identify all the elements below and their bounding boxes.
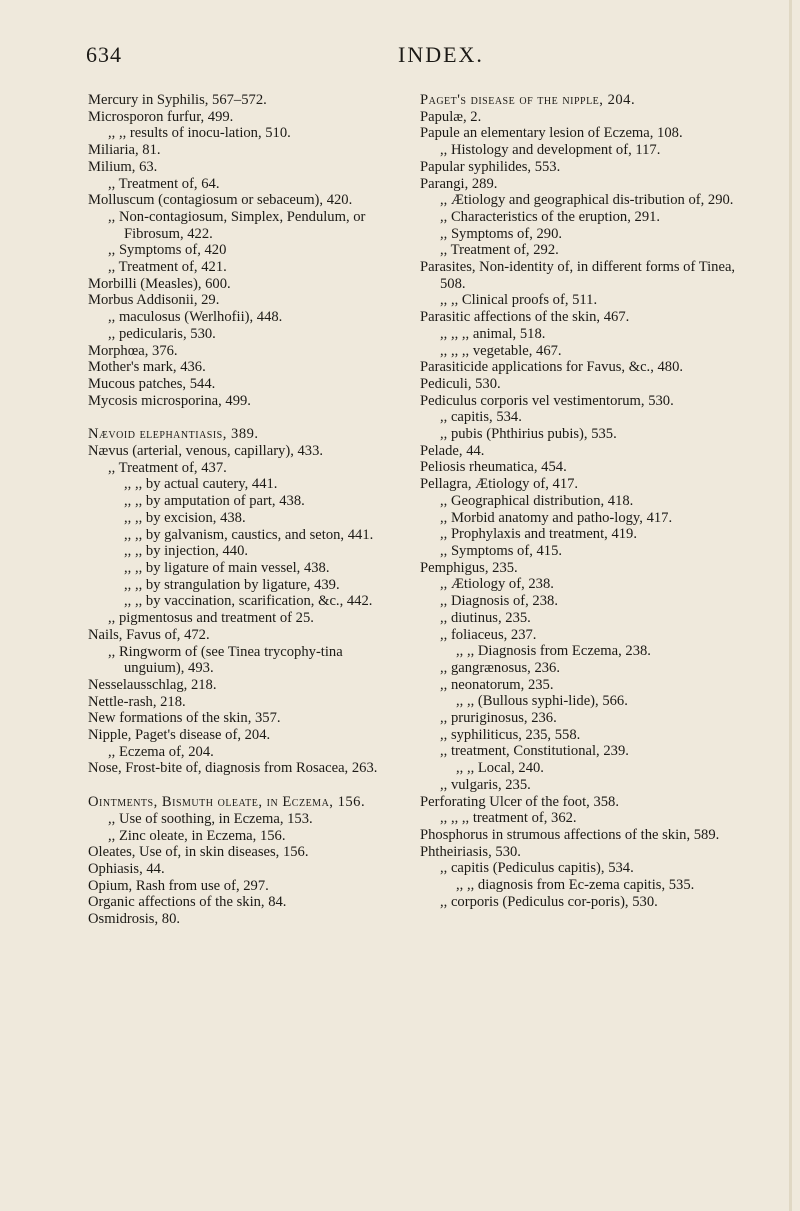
index-entry: ,, Treatment of, 421. <box>108 259 227 276</box>
index-entry: ,, Geographical distribution, 418. <box>440 492 634 509</box>
index-entry: ,, ,, (Bullous syphi-lide), 566. <box>456 693 628 710</box>
index-entry: Osmidrosis, 80. <box>88 911 181 928</box>
index-entry: ,, ,, diagnosis from Ec-zema capitis, 535. <box>456 877 695 894</box>
index-entry: ,, pruriginosus, 236. <box>440 710 557 727</box>
index-entry: Pelade, 44. <box>420 442 485 459</box>
index-entry: Phosphorus in strumous affections of the skin, 589. <box>420 826 720 843</box>
index-entry: Mercury in Syphilis, 567–572. <box>88 92 267 108</box>
index-entry: Parasitic affections of the skin, 467. <box>420 309 630 326</box>
index-entry: Paget's disease of the nipple, 204. <box>420 92 636 108</box>
index-entry: ,, capitis, 534. <box>440 409 522 426</box>
index-entry: ,, pigmentosus and treatment of 25. <box>108 610 314 627</box>
index-entry: ,, Non-contagiosum, Simplex, Pendulum, or Fibrosum, 422. <box>108 208 366 242</box>
index-entry: ,, Zinc oleate, in Eczema, 156. <box>108 827 286 844</box>
index-entry: ,, diutinus, 235. <box>440 609 531 626</box>
index-entry: Pediculi, 530. <box>420 375 501 392</box>
index-entry: Nævoid elephantiasis, 389. <box>88 426 259 443</box>
index-entry: Ophiasis, 44. <box>88 860 165 877</box>
index-entry: Nævus (arterial, venous, capillary), 433. <box>88 443 324 460</box>
index-entry: ,, Treatment of, 437. <box>108 459 227 476</box>
index-entry: ,, Histology and development of, 117. <box>440 142 661 159</box>
page-header <box>86 42 740 72</box>
index-entry: Papular syphilides, 553. <box>420 158 561 175</box>
index-entry: ,, ,, by excision, 438. <box>124 509 246 526</box>
index-entry: ,, ,, Local, 240. <box>456 760 544 777</box>
index-entry: Phtheiriasis, 530. <box>420 843 521 860</box>
index-entry: ,, ,, by strangulation by ligature, 439. <box>124 576 340 593</box>
index-entry: ,, Treatment of, 64. <box>108 175 220 192</box>
index-entry: ,, ,, by ligature of main vessel, 438. <box>124 559 330 576</box>
index-entry: ,, ,, by actual cautery, 441. <box>124 476 278 493</box>
index-entry: ,, ,, ,, animal, 518. <box>440 325 546 342</box>
index-entry: Pellagra, Ætiology of, 417. <box>420 476 579 493</box>
index-entry: ,, gangrænosus, 236. <box>440 659 560 676</box>
index-entry: ,, ,, ,, treatment of, 362. <box>440 810 577 827</box>
running-title: INDEX. <box>398 42 484 67</box>
index-entry: ,, foliaceus, 237. <box>440 626 537 643</box>
index-entry: ,, ,, ,, vegetable, 467. <box>440 342 562 359</box>
index-entry: Mother's mark, 436. <box>88 359 206 376</box>
index-entry: Mucous patches, 544. <box>88 375 216 392</box>
index-entry: ,, Ringworm of (see Tinea trycophy-tina unguium), 493. <box>108 643 343 677</box>
index-column-left <box>88 92 394 928</box>
index-entry: Nipple, Paget's disease of, 204. <box>88 727 271 744</box>
index-entry: Molluscum (contagiosum or sebaceum), 420. <box>88 192 353 209</box>
page-edge-shadow <box>789 0 792 1211</box>
index-entry: Nose, Frost-bite of, diagnosis from Rosacea, 263. <box>88 760 378 777</box>
index-entry: Parasiticide applications for Favus, &c., 480. <box>420 359 684 376</box>
index-entry: ,, capitis (Pediculus capitis), 534. <box>440 860 634 877</box>
index-entry: Microsporon furfur, 499. <box>88 108 234 125</box>
index-entry: Papulæ, 2. <box>420 108 482 125</box>
index-entry: ,, Symptoms of, 420 <box>108 242 227 259</box>
index-entry: Morbilli (Measles), 600. <box>88 275 231 292</box>
index-entry: Pediculus corporis vel vestimentorum, 530. <box>420 392 674 409</box>
index-entry: Morphœa, 376. <box>88 342 178 359</box>
index-entry: ,, ,, by injection, 440. <box>124 543 249 560</box>
index-entry: ,, Ætiology of, 238. <box>440 576 554 593</box>
index-entry: ,, Symptoms of, 415. <box>440 542 563 559</box>
index-entry: Morbus Addisonii, 29. <box>88 292 220 309</box>
index-entry: ,, Symptoms of, 290. <box>440 225 563 242</box>
index-entry: Nails, Favus of, 472. <box>88 626 210 643</box>
index-entry: Parasites, Non-identity of, in different forms of Tinea, 508. <box>420 259 736 292</box>
index-entry: Nettle-rash, 218. <box>88 693 186 710</box>
index-entry: ,, treatment, Constitutional, 239. <box>440 743 629 760</box>
index-entry: ,, ,, by galvanism, caustics, and seton, 441. <box>124 526 374 543</box>
index-entry: Mycosis microsporina, 499. <box>88 392 251 409</box>
index-entry: Milium, 63. <box>88 158 158 175</box>
index-entry: Perforating Ulcer of the foot, 358. <box>420 793 619 810</box>
index-entry: Oleates, Use of, in skin diseases, 156. <box>88 844 309 861</box>
index-entry: ,, maculosus (Werlhofii), 448. <box>108 309 283 326</box>
index-entry: ,, ,, Diagnosis from Eczema, 238. <box>456 643 651 660</box>
index-entry: ,, pubis (Phthirius pubis), 535. <box>440 426 617 443</box>
index-entry: Ointments, Bismuth oleate, in Eczema, 156. <box>88 794 366 811</box>
index-entry: Peliosis rheumatica, 454. <box>420 459 567 476</box>
page-number: 634 <box>86 42 122 67</box>
index-entry: ,, Ætiology and geographical dis-tribution of, 290. <box>440 192 734 209</box>
section-gap <box>88 777 394 794</box>
index-entry: Opium, Rash from use of, 297. <box>88 877 269 894</box>
index-entry: ,, syphiliticus, 235, 558. <box>440 726 581 743</box>
index-entry: ,, Characteristics of the eruption, 291. <box>440 208 661 225</box>
index-entry: Parangi, 289. <box>420 175 498 192</box>
index-entry: New formations of the skin, 357. <box>88 710 281 727</box>
index-entry: ,, Use of soothing, in Eczema, 153. <box>108 810 313 827</box>
index-entry: Pemphigus, 235. <box>420 559 518 576</box>
index-entry: ,, Morbid anatomy and patho-logy, 417. <box>440 509 673 526</box>
index-entry: ,, ,, Clinical proofs of, 511. <box>440 292 598 309</box>
index-entry: ,, Eczema of, 204. <box>108 743 214 760</box>
index-entry: Miliaria, 81. <box>88 142 161 159</box>
index-entry: ,, Treatment of, 292. <box>440 242 559 259</box>
index-entry: ,, pedicularis, 530. <box>108 325 216 342</box>
index-entry: ,, ,, by amputation of part, 438. <box>124 493 305 510</box>
index-entry: ,, ,, by vaccination, scarification, &c., 442. <box>124 593 373 610</box>
index-entry: ,, Diagnosis of, 238. <box>440 593 558 610</box>
index-column-right <box>420 92 740 910</box>
section-gap <box>88 409 394 426</box>
index-entry: ,, neonatorum, 235. <box>440 676 554 693</box>
index-entry: ,, Prophylaxis and treatment, 419. <box>440 526 637 543</box>
index-entry: Organic affections of the skin, 84. <box>88 894 287 911</box>
index-entry: Nesselausschlag, 218. <box>88 676 217 693</box>
index-entry: Papule an elementary lesion of Eczema, 108. <box>420 125 683 142</box>
index-entry: ,, vulgaris, 235. <box>440 776 531 793</box>
index-entry: ,, corporis (Pediculus cor-poris), 530. <box>440 893 658 910</box>
index-entry: ,, ,, results of inocu-lation, 510. <box>108 125 291 142</box>
